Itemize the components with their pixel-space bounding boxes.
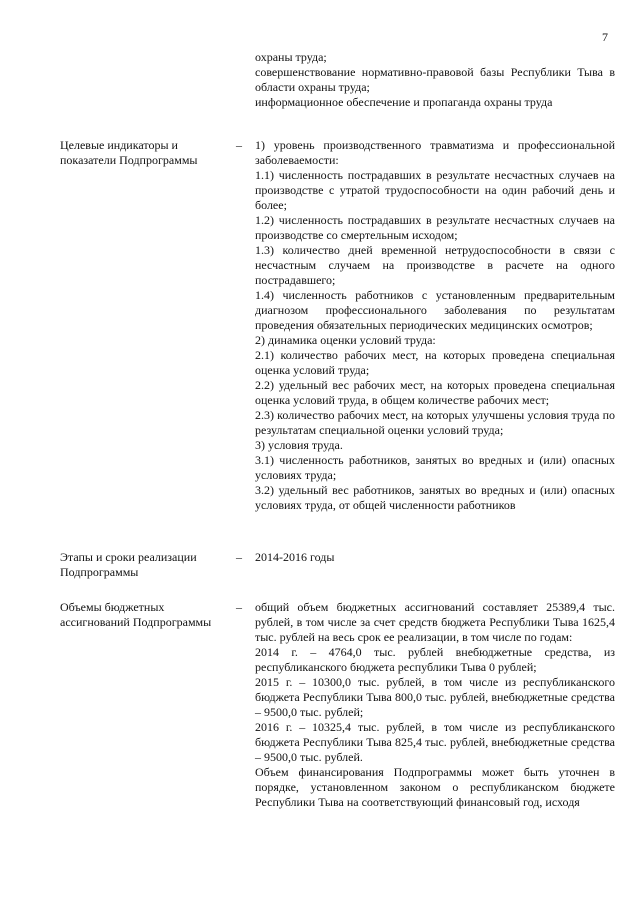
paragraph: 2.3) количество рабочих мест, на которых улучшены условия труда по результатам специальной оценки условий труда;: [255, 408, 615, 437]
paragraph: 3.1) численность работников, занятых во вредных и (или) опасных условиях труда;: [255, 453, 615, 482]
page-number: 7: [602, 30, 608, 44]
row-value: [255, 550, 615, 565]
paragraph: 2015 г. – 10300,0 тыс. рублей, в том числе из республиканского бюджета Республики Тыва 800,0 тыс. рублей, внебюджетные средства – 9500,0 тыс. рублей;: [255, 675, 615, 719]
row-label: Этапы и сроки реализации Подпрограммы: [60, 550, 197, 579]
intro-line: охраны труда;: [255, 50, 327, 64]
paragraph: общий объем бюджетных ассигнований составляет 25389,4 тыс. рублей, в том числе за счет средств бюджета Республики Тыва 1625,4 тыс. рублей на весь срок ее реализации, в том числе по годам:: [255, 600, 615, 644]
paragraph: 2.2) удельный вес рабочих мест, на которых проведена специальная оценка условий труда, в общем количестве рабочих мест;: [255, 378, 615, 407]
paragraph: 2) динамика оценки условий труда:: [255, 333, 436, 347]
row-value: [255, 600, 615, 810]
row-dash: –: [236, 600, 242, 614]
intro-block: [255, 50, 615, 110]
paragraph: 2014 г. – 4764,0 тыс. рублей внебюджетные средства, из республиканского бюджета республики Тыва 0 рублей;: [255, 645, 615, 674]
paragraph: 1) уровень производственного травматизма и профессиональной заболеваемости:: [255, 138, 615, 167]
intro-line: информационное обеспечение и пропаганда охраны труда: [255, 95, 553, 109]
row-label: Целевые индикаторы и показатели Подпрограммы: [60, 138, 198, 167]
row-dash: –: [236, 138, 242, 152]
paragraph: 1.4) численность работников с установленным предварительным диагнозом профессионального заболевания по результатам проведения обязательных периодических медицинских осмотров;: [255, 288, 615, 332]
paragraph: 2016 г. – 10325,4 тыс. рублей, в том числе из республиканского бюджета Республики Тыва 825,4 тыс. рублей, внебюджетные средства – 9500,0 тыс. рублей.: [255, 720, 615, 764]
paragraph: 2014-2016 годы: [255, 550, 335, 564]
row-dash: –: [236, 550, 242, 564]
row-label: Объемы бюджетных ассигнований Подпрограммы: [60, 600, 212, 629]
paragraph: 1.2) численность пострадавших в результате несчастных случаев на производстве со смертельным исходом;: [255, 213, 615, 242]
paragraph: Объем финансирования Подпрограммы может быть уточнен в порядке, установленном законом о республиканском бюджете Республики Тыва на соответствующий финансовый год, исходя: [255, 765, 615, 809]
intro-line: совершенствование нормативно-правовой базы Республики Тыва в области охраны труда;: [255, 65, 615, 94]
paragraph: 1.3) количество дней временной нетрудоспособности в связи с несчастным случаем на производстве в расчете на одного пострадавшего;: [255, 243, 615, 287]
paragraph: 3) условия труда.: [255, 438, 343, 452]
paragraph: 3.2) удельный вес работников, занятых во вредных и (или) опасных условиях труда, от общей численности работников: [255, 483, 615, 512]
row-value: [255, 138, 615, 513]
paragraph: 1.1) численность пострадавших в результате несчастных случаев на производстве с утратой трудоспособности на один рабочий день и более;: [255, 168, 615, 212]
paragraph: 2.1) количество рабочих мест, на которых проведена специальная оценка условий труда;: [255, 348, 615, 377]
